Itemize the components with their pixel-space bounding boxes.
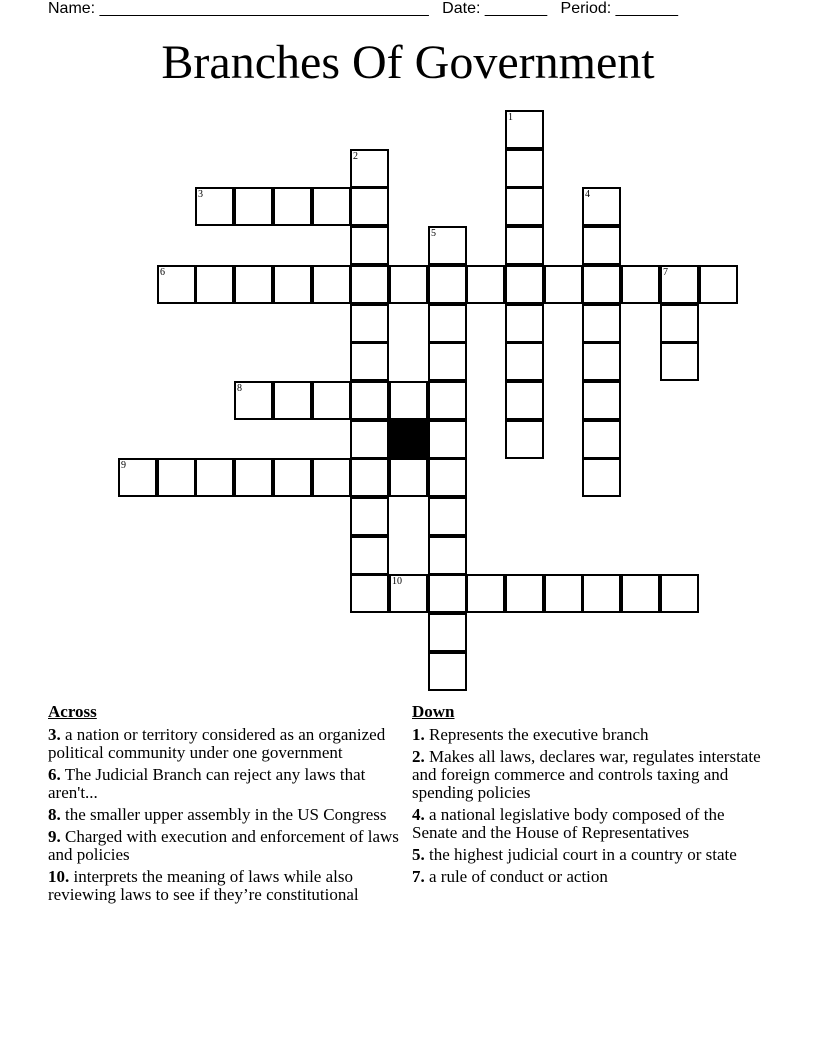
clue-down-5: 5. the highest judicial court in a country or state <box>412 845 737 864</box>
crossword-cell[interactable] <box>350 420 389 459</box>
crossword-cell[interactable] <box>582 574 621 613</box>
crossword-cell[interactable] <box>428 497 467 536</box>
crossword-cell[interactable] <box>505 574 544 613</box>
cell-number: 3 <box>198 189 203 200</box>
crossword-cell[interactable] <box>389 574 428 613</box>
crossword-cell[interactable] <box>350 187 389 226</box>
crossword-cell[interactable] <box>660 574 699 613</box>
crossword-cell[interactable] <box>582 265 621 304</box>
name-label: Name: <box>48 0 96 17</box>
date-blank: _______ <box>484 0 548 17</box>
crossword-cell[interactable] <box>273 381 312 420</box>
crossword-cell[interactable] <box>505 304 544 343</box>
clue-across-8: 8. the smaller upper assembly in the US Congress <box>48 805 387 824</box>
crossword-cell[interactable] <box>660 265 699 304</box>
crossword-cell[interactable] <box>466 574 505 613</box>
cell-number: 9 <box>121 460 126 471</box>
crossword-cell[interactable] <box>350 536 389 575</box>
crossword-cell[interactable] <box>234 265 273 304</box>
crossword-cell[interactable] <box>350 381 389 420</box>
down-heading: Down <box>412 702 455 721</box>
crossword-cell[interactable] <box>505 420 544 459</box>
cell-number: 6 <box>160 267 165 278</box>
crossword-cell[interactable] <box>312 381 351 420</box>
crossword-cell[interactable] <box>350 265 389 304</box>
crossword-cell[interactable] <box>350 149 389 188</box>
crossword-cell[interactable] <box>582 381 621 420</box>
period-blank: _______ <box>615 0 678 17</box>
crossword-cell[interactable] <box>428 613 467 652</box>
crossword-cell[interactable] <box>544 265 583 304</box>
crossword-cell[interactable] <box>505 149 544 188</box>
crossword-cell[interactable] <box>195 187 234 226</box>
crossword-cell[interactable] <box>273 458 312 497</box>
crossword-cell[interactable] <box>660 342 699 381</box>
period-label: Period: <box>560 0 612 17</box>
down-clues <box>412 703 772 890</box>
cell-number: 1 <box>508 112 513 123</box>
crossword-cell[interactable] <box>350 458 389 497</box>
crossword-cell[interactable] <box>234 458 273 497</box>
crossword-cell[interactable] <box>350 304 389 343</box>
crossword-cell[interactable] <box>195 458 234 497</box>
clue-across-9: 9. Charged with execution and enforcement of laws and policies <box>48 827 399 864</box>
crossword-cell[interactable] <box>544 574 583 613</box>
clue-down-1: 1. Represents the executive branch <box>412 725 649 744</box>
name-blank: _____________________________________ <box>99 0 429 17</box>
crossword-cell[interactable] <box>428 536 467 575</box>
crossword-cell[interactable] <box>234 187 273 226</box>
across-heading: Across <box>48 702 97 721</box>
blocked-cell <box>389 420 428 459</box>
crossword-cell[interactable] <box>505 187 544 226</box>
across-clues <box>48 703 404 908</box>
crossword-cell[interactable] <box>350 497 389 536</box>
crossword-cell[interactable] <box>428 226 467 265</box>
crossword-cell[interactable] <box>621 265 660 304</box>
crossword-cell[interactable] <box>350 574 389 613</box>
cell-number: 4 <box>585 189 590 200</box>
crossword-cell[interactable] <box>428 304 467 343</box>
crossword-cell[interactable] <box>350 226 389 265</box>
date-label: Date: <box>442 0 481 17</box>
cell-number: 7 <box>663 267 668 278</box>
crossword-cell[interactable] <box>157 265 196 304</box>
crossword-cell[interactable] <box>466 265 505 304</box>
cell-number: 8 <box>237 383 242 394</box>
crossword-cell[interactable] <box>350 342 389 381</box>
cell-number: 10 <box>392 576 402 587</box>
crossword-cell[interactable] <box>582 420 621 459</box>
crossword-cell[interactable] <box>505 381 544 420</box>
crossword-cell[interactable] <box>312 265 351 304</box>
page-title: Branches Of Government <box>161 36 655 89</box>
crossword-cell[interactable] <box>312 458 351 497</box>
crossword-cell[interactable] <box>428 458 467 497</box>
clue-across-3: 3. a nation or territory considered as an organized political community under one government <box>48 725 386 762</box>
clue-across-6: 6. The Judicial Branch can reject any laws that aren't... <box>48 765 366 802</box>
crossword-cell[interactable] <box>389 458 428 497</box>
crossword-cell[interactable] <box>389 265 428 304</box>
crossword-cell[interactable] <box>157 458 196 497</box>
crossword-cell[interactable] <box>273 187 312 226</box>
clue-down-2: 2. Makes all laws, declares war, regulates interstate and foreign commerce and controls taxing and spending policies <box>412 747 761 802</box>
crossword-cell[interactable] <box>428 381 467 420</box>
crossword-cell[interactable] <box>621 574 660 613</box>
crossword-cell[interactable] <box>234 381 273 420</box>
crossword-cell[interactable] <box>428 652 467 691</box>
crossword-cell[interactable] <box>505 110 544 149</box>
crossword-cell[interactable] <box>505 342 544 381</box>
crossword-cell[interactable] <box>118 458 157 497</box>
cell-number: 2 <box>353 151 358 162</box>
crossword-cell[interactable] <box>582 226 621 265</box>
crossword-cell[interactable] <box>428 574 467 613</box>
crossword-cell[interactable] <box>505 226 544 265</box>
crossword-cell[interactable] <box>582 458 621 497</box>
crossword-cell[interactable] <box>660 304 699 343</box>
crossword-cell[interactable] <box>582 304 621 343</box>
crossword-cell[interactable] <box>195 265 234 304</box>
cell-number: 5 <box>431 228 436 239</box>
crossword-cell[interactable] <box>389 381 428 420</box>
crossword-cell[interactable] <box>582 187 621 226</box>
crossword-cell[interactable] <box>505 265 544 304</box>
crossword-cell[interactable] <box>428 420 467 459</box>
clue-across-10: 10. interprets the meaning of laws while also reviewing laws to see if they’re constitutional <box>48 867 359 904</box>
clue-down-4: 4. a national legislative body composed of the Senate and the House of Representatives <box>412 805 725 842</box>
crossword-cell[interactable] <box>699 265 738 304</box>
crossword-cell[interactable] <box>428 265 467 304</box>
crossword-cell[interactable] <box>582 342 621 381</box>
clue-down-7: 7. a rule of conduct or action <box>412 867 608 886</box>
crossword-cell[interactable] <box>428 342 467 381</box>
crossword-cell[interactable] <box>312 187 351 226</box>
crossword-cell[interactable] <box>273 265 312 304</box>
